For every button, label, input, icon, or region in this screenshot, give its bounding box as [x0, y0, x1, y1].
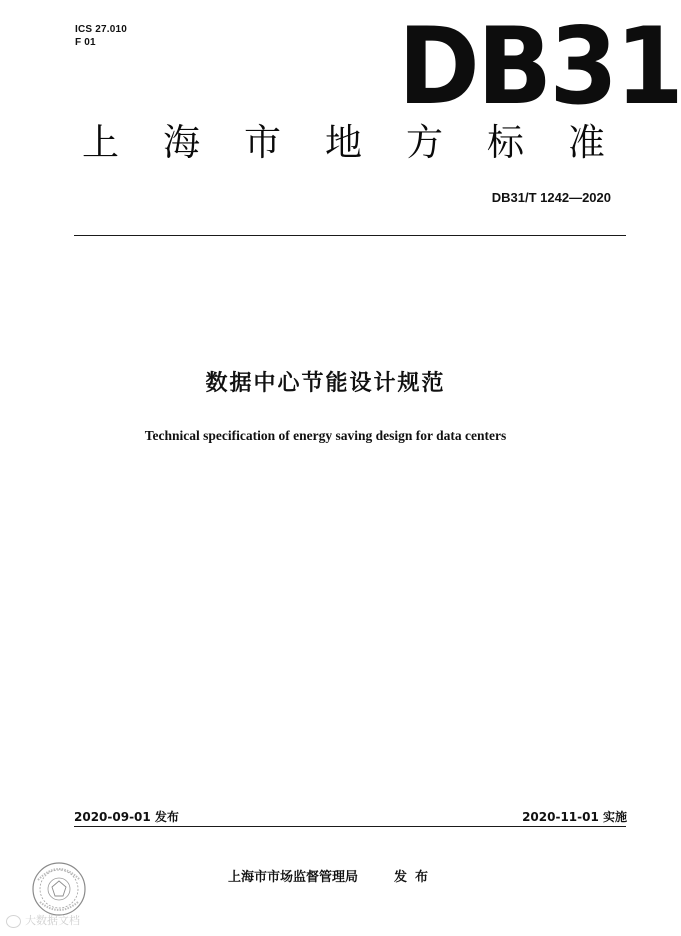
release-date: 2020-09-01 发布 [74, 810, 179, 824]
issuer-action: 发布 [394, 870, 437, 885]
official-seal-stamp [30, 860, 88, 918]
ics-classification [75, 23, 127, 49]
watermark-logo-icon [6, 915, 21, 928]
header-divider [74, 235, 626, 236]
watermark [6, 912, 80, 928]
db31-logo: DB31 [398, 5, 681, 128]
issuing-authority [228, 866, 436, 885]
watermark-text: 大数据文档 [25, 914, 80, 927]
issuer-name: 上海市市场监督管理局 [228, 870, 359, 885]
document-title-english: Technical specification of energy saving design for data centers [144, 428, 507, 443]
footer-divider [74, 826, 626, 827]
ics-code: ICS 27.010 [75, 24, 128, 35]
document-title-chinese: 数据中心节能设计规范 [205, 371, 446, 396]
effective-date: 2020-11-01 实施 [522, 810, 627, 824]
standard-number: DB31/T 1242—2020 [491, 190, 611, 205]
standard-type-heading: 上海市地方标准 [82, 121, 649, 164]
classification-code: F 01 [75, 37, 96, 48]
